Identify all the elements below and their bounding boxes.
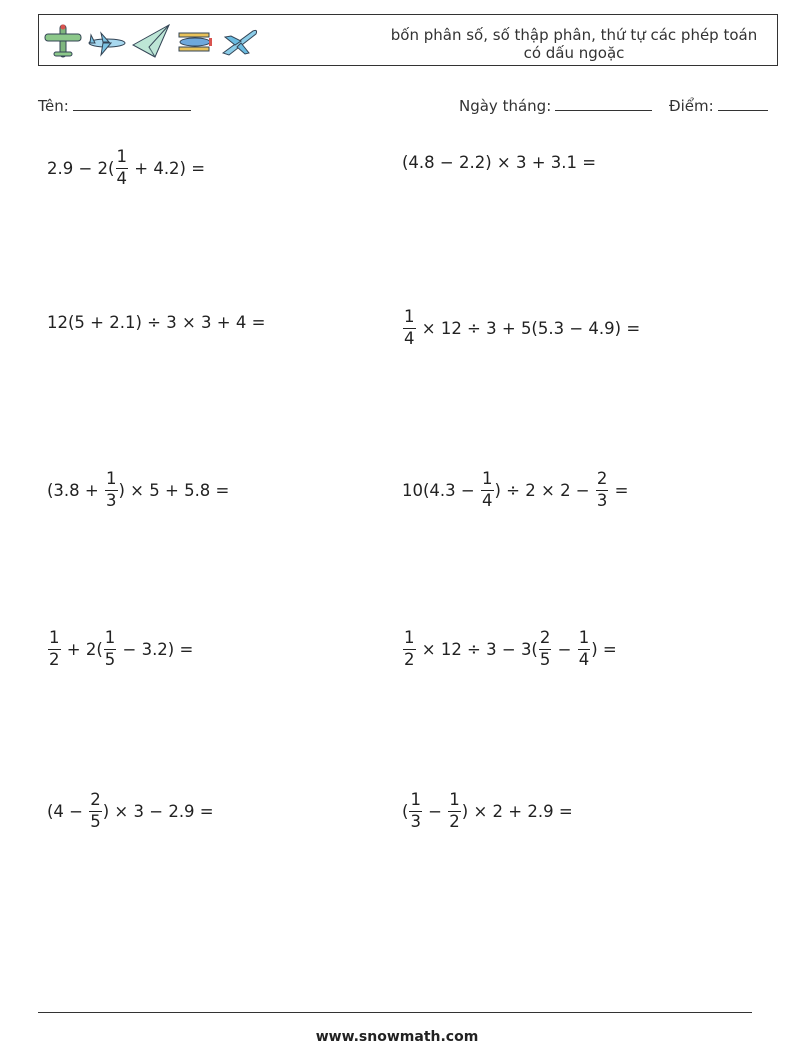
expression-text: ) × 3 − 2.9 = [102, 801, 214, 821]
expression-text: ) = [591, 639, 617, 659]
expression-text: (4.8 − 2.2) × 3 + 3.1 = [402, 152, 597, 172]
expression-text: ) ÷ 2 × 2 − [494, 480, 595, 500]
problem-1 [47, 143, 205, 193]
fraction-numerator: 1 [482, 469, 493, 488]
fraction-denominator: 2 [404, 649, 415, 669]
fraction-numerator: 1 [578, 628, 590, 647]
expression-text: × 12 ÷ 3 − 3( [416, 639, 538, 659]
fraction-numerator: 2 [90, 790, 101, 809]
fraction-numerator: 2 [539, 628, 551, 647]
fraction-denominator: 5 [539, 649, 551, 669]
fraction-denominator: 4 [482, 490, 493, 510]
fraction-numerator: 1 [104, 628, 116, 647]
score-blank[interactable] [718, 94, 768, 111]
expression-text: 10(4.3 − [402, 480, 480, 500]
paper-plane-icon [131, 21, 171, 61]
expression-text: 12(5 + 2.1) ÷ 3 × 3 + 4 = [47, 312, 266, 332]
fraction [448, 792, 461, 830]
fraction [105, 471, 118, 509]
fraction-denominator: 4 [404, 328, 415, 348]
fraction-numerator: 1 [410, 790, 421, 809]
score-field [669, 94, 768, 115]
problem-6 [402, 465, 628, 515]
fraction-denominator: 4 [578, 649, 590, 669]
fraction [403, 630, 416, 668]
fraction-denominator: 3 [106, 490, 117, 510]
fraction-denominator: 5 [104, 649, 116, 669]
score-label: Điểm: [669, 97, 714, 115]
date-blank[interactable] [555, 94, 652, 111]
propeller-plane-icon [43, 21, 83, 61]
fraction [104, 630, 117, 668]
expression-text: ) × 5 + 5.8 = [118, 480, 230, 500]
fraction-denominator: 3 [596, 490, 608, 510]
problem-8 [402, 624, 617, 674]
worksheet-title: bốn phân số, số thập phân, thứ tự các phép toán có dấu ngoặc [390, 26, 758, 62]
fraction-numerator: 1 [49, 628, 60, 647]
expression-text: ( [402, 801, 409, 821]
fraction-denominator: 2 [449, 811, 460, 831]
problem-5 [47, 465, 229, 515]
airliner-icon [219, 21, 259, 61]
fraction [578, 630, 591, 668]
jet-plane-icon [87, 21, 127, 61]
fraction-denominator: 3 [410, 811, 421, 831]
expression-text: (3.8 + [47, 480, 104, 500]
expression-text: + 2( [61, 639, 103, 659]
fraction-denominator: 4 [116, 168, 127, 188]
date-field [459, 94, 652, 115]
date-label: Ngày tháng: [459, 97, 552, 115]
expression-text: − [422, 801, 448, 821]
expression-text: − [552, 639, 577, 659]
name-blank[interactable] [73, 94, 191, 111]
fraction-numerator: 1 [404, 307, 415, 326]
problem-9 [47, 786, 214, 836]
expression-text: 2.9 − 2( [47, 158, 115, 178]
problem-3 [47, 297, 265, 347]
fraction [596, 471, 609, 509]
fraction-denominator: 5 [90, 811, 101, 831]
fraction [539, 630, 552, 668]
problem-2 [402, 137, 596, 187]
fraction [481, 471, 494, 509]
fraction [89, 792, 102, 830]
expression-text: × 12 ÷ 3 + 5(5.3 − 4.9) = [416, 318, 641, 338]
name-field [38, 94, 191, 115]
worksheet-header [38, 14, 778, 66]
fraction-numerator: 2 [596, 469, 608, 488]
fraction [116, 149, 129, 187]
problem-10 [402, 786, 573, 836]
footer-divider [38, 1012, 752, 1013]
expression-text: = [609, 480, 629, 500]
fraction-numerator: 1 [404, 628, 415, 647]
fraction-numerator: 1 [116, 147, 127, 166]
footer-url: www.snowmath.com [315, 1029, 479, 1045]
fraction-numerator: 1 [106, 469, 117, 488]
problem-4 [402, 303, 640, 353]
name-label: Tên: [38, 97, 69, 115]
fraction [409, 792, 422, 830]
expression-text: − 3.2) = [117, 639, 194, 659]
expression-text: + 4.2) = [129, 158, 206, 178]
fraction-denominator: 2 [49, 649, 60, 669]
fraction-numerator: 1 [449, 790, 460, 809]
biplane-icon [175, 21, 215, 61]
fraction [48, 630, 61, 668]
expression-text: (4 − [47, 801, 89, 821]
fraction [403, 309, 416, 347]
problem-7 [47, 624, 193, 674]
expression-text: ) × 2 + 2.9 = [461, 801, 573, 821]
